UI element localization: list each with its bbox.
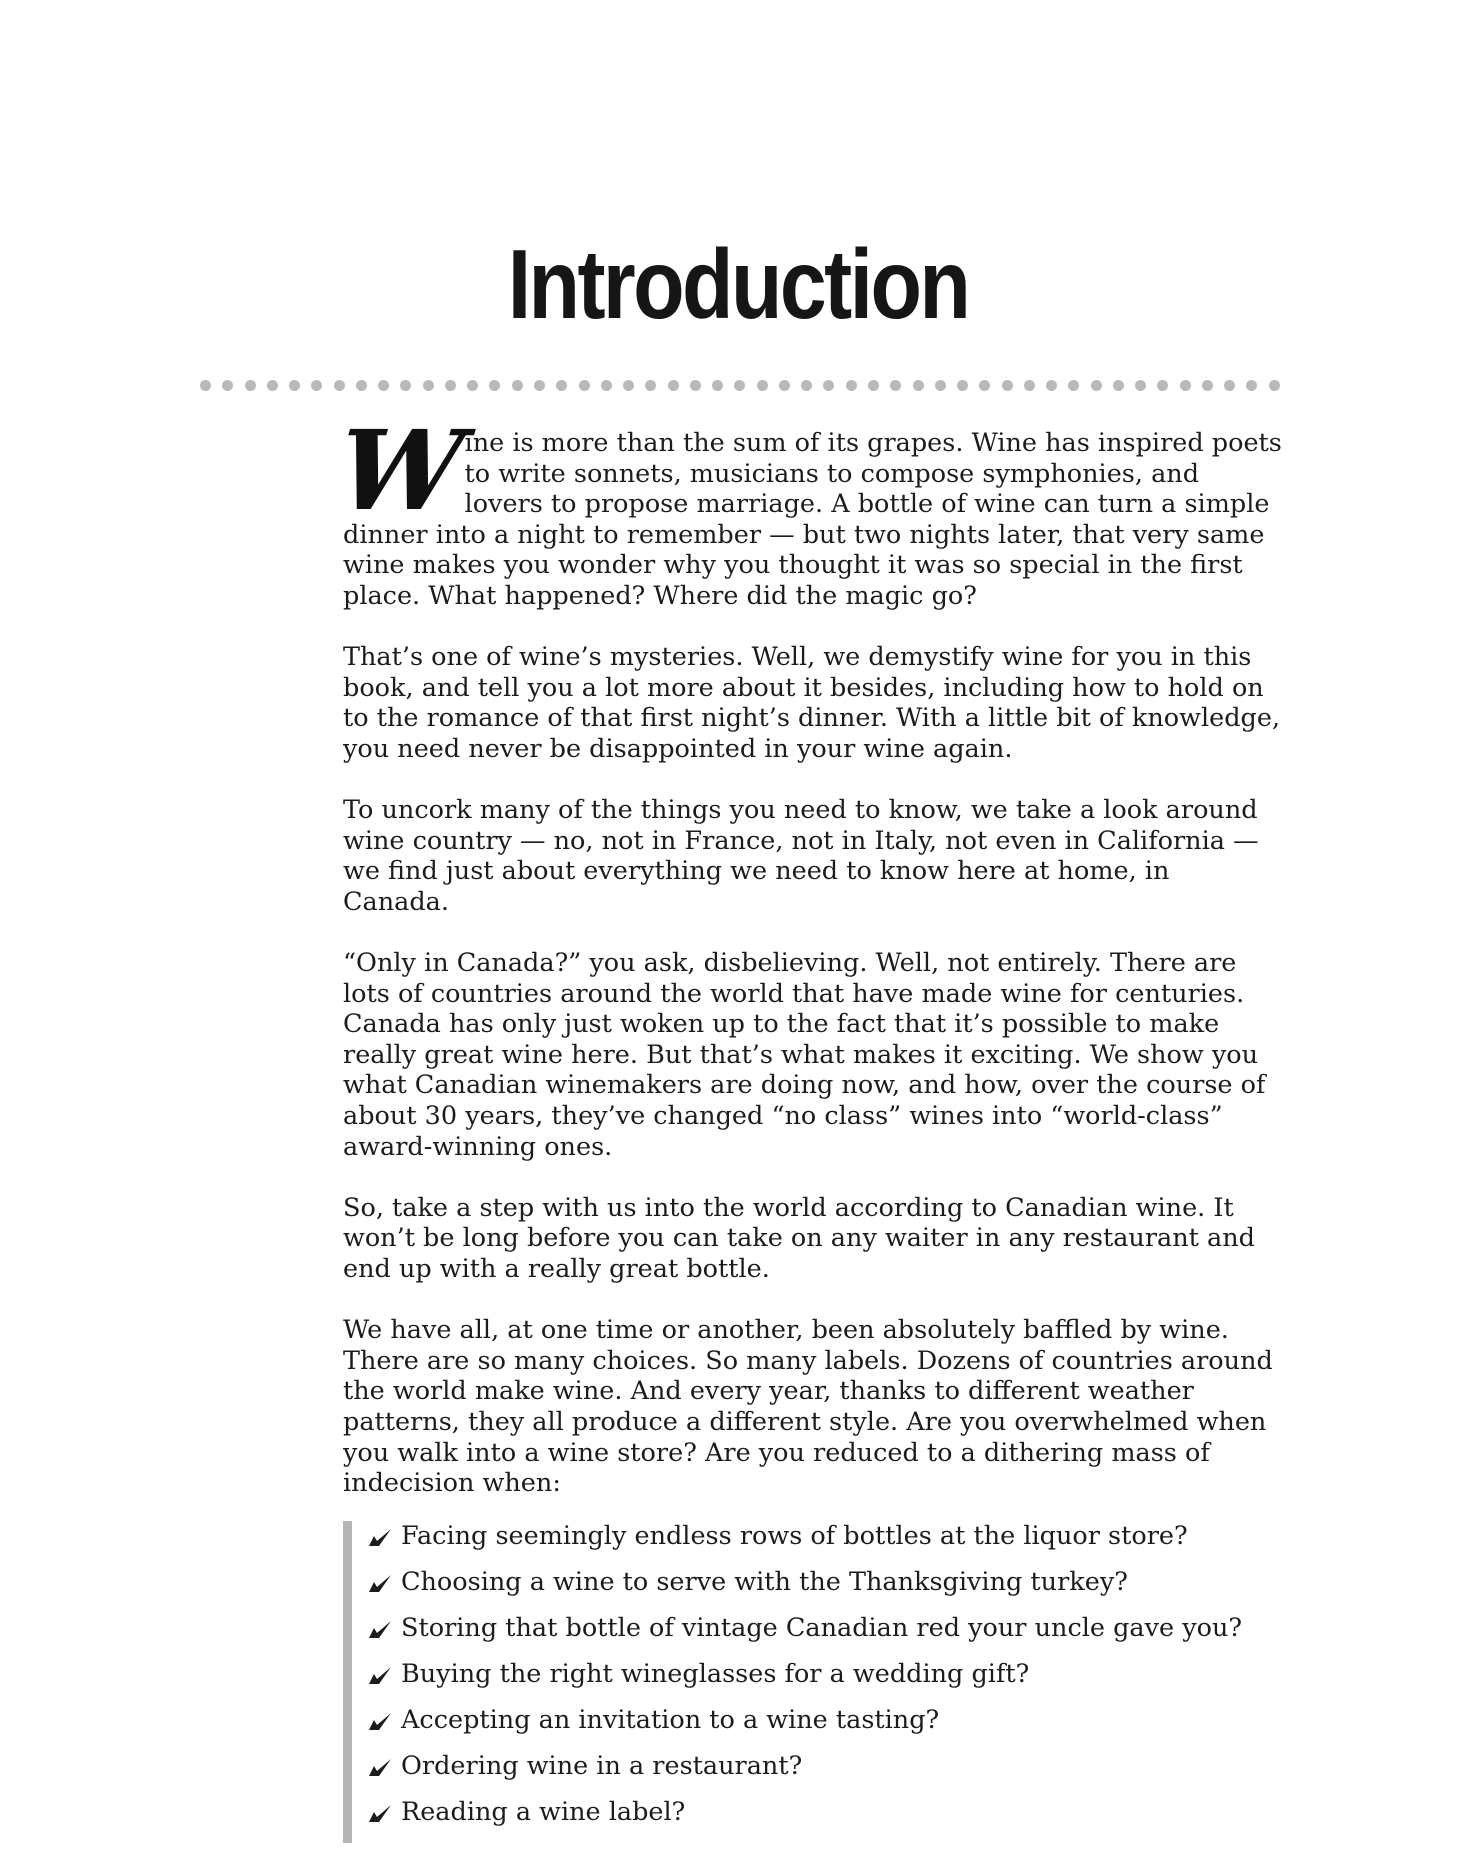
rule-dot bbox=[1224, 380, 1235, 391]
rule-dot bbox=[467, 380, 478, 391]
rule-dot bbox=[935, 380, 946, 391]
rule-dot bbox=[668, 380, 679, 391]
rule-dot bbox=[1024, 380, 1035, 391]
rule-dot bbox=[400, 380, 411, 391]
checkmark-icon bbox=[367, 1616, 393, 1642]
rule-dot bbox=[1180, 380, 1191, 391]
checklist-item bbox=[367, 1613, 1283, 1659]
rule-dot bbox=[311, 380, 322, 391]
rule-dot bbox=[489, 380, 500, 391]
checklist-item-text: Choosing a wine to serve with the Thanksgiving turkey? bbox=[401, 1566, 1128, 1597]
rule-dot bbox=[445, 380, 456, 391]
checklist-item-text: Facing seemingly endless rows of bottles at the liquor store? bbox=[401, 1520, 1188, 1551]
page-title: Introduction bbox=[507, 229, 969, 339]
rule-dot bbox=[1113, 380, 1124, 391]
rule-dot bbox=[534, 380, 545, 391]
checklist-item-text: Storing that bottle of vintage Canadian red your uncle gave you? bbox=[401, 1612, 1243, 1643]
rule-dot bbox=[846, 380, 857, 391]
rule-dot bbox=[979, 380, 990, 391]
body-paragraph: “Only in Canada?” you ask, disbelieving. Well, not entirely. There are lots of countries around the world that have made wine for centuries. Canada has only just woken up to the fact that it’s possible to make really great wine here. But that’s what makes it exciting. We show you what Canadian winemakers are doing now, and how, over the course of about 30 years, they’ve changed “no class” wines into “world-class” award-winning ones. bbox=[343, 948, 1266, 1162]
rule-dot bbox=[289, 380, 300, 391]
checklist-item bbox=[367, 1797, 1283, 1843]
rule-dot bbox=[868, 380, 879, 391]
rule-dot bbox=[334, 380, 345, 391]
rule-dot bbox=[623, 380, 634, 391]
checklist-item bbox=[367, 1751, 1283, 1797]
checkmark-icon bbox=[367, 1800, 393, 1826]
checklist-item bbox=[367, 1659, 1283, 1705]
rule-dot bbox=[267, 380, 278, 391]
rule-dot bbox=[690, 380, 701, 391]
rule-dot bbox=[957, 380, 968, 391]
rule-dot bbox=[913, 380, 924, 391]
rule-dot bbox=[757, 380, 768, 391]
checkmark-icon bbox=[367, 1662, 393, 1688]
rule-dot bbox=[378, 380, 389, 391]
checklist-item bbox=[367, 1567, 1283, 1613]
rule-dot bbox=[356, 380, 367, 391]
rule-dot bbox=[645, 380, 656, 391]
checkmark-icon bbox=[367, 1524, 393, 1550]
rule-dot bbox=[512, 380, 523, 391]
body-paragraph: To uncork many of the things you need to know, we take a look around wine country — no, not in France, not in Italy, not even in California — we find just about everything we need to know here at home, in Canada. bbox=[343, 795, 1259, 917]
checklist-item-text: Accepting an invitation to a wine tasting? bbox=[401, 1704, 940, 1735]
body-paragraph: So, take a step with us into the world according to Canadian wine. It won’t be long before you can take on any waiter in any restaurant and end up with a really great bottle. bbox=[343, 1192, 1255, 1285]
drop-cap-letter: W bbox=[332, 406, 464, 535]
rule-dot bbox=[823, 380, 834, 391]
checklist-item bbox=[367, 1705, 1283, 1751]
chapter-body bbox=[332, 406, 1283, 1843]
checkmark-icon bbox=[367, 1708, 393, 1734]
rule-dot bbox=[200, 380, 211, 391]
checklist-item bbox=[367, 1521, 1283, 1567]
intro-paragraph-text: ine is more than the sum of its grapes. Wine has inspired poets to write sonnets, musicians to compose symphonies, and lovers to propose marriage. A bottle of wine can turn a simple dinner into a night to remember — but two nights later, that very same wine makes you wonder why you thought it was so special in the first place. What happened? Where did the magic go? bbox=[343, 428, 1282, 611]
rule-dot bbox=[1046, 380, 1057, 391]
rule-dot bbox=[1091, 380, 1102, 391]
rule-dot bbox=[556, 380, 567, 391]
rule-dot bbox=[222, 380, 233, 391]
rule-dot bbox=[579, 380, 590, 391]
rule-dot bbox=[1202, 380, 1213, 391]
rule-dot bbox=[601, 380, 612, 391]
rule-dot bbox=[1157, 380, 1168, 391]
rule-dot bbox=[1135, 380, 1146, 391]
dotted-divider bbox=[200, 378, 1280, 392]
checklist-item-text: Reading a wine label? bbox=[401, 1796, 686, 1827]
checkmark-icon bbox=[367, 1570, 393, 1596]
rule-dot bbox=[1269, 380, 1280, 391]
intro-paragraph bbox=[332, 406, 1283, 612]
rule-dot bbox=[423, 380, 434, 391]
rule-dot bbox=[734, 380, 745, 391]
rule-dot bbox=[1068, 380, 1079, 391]
body-paragraph: We have all, at one time or another, been absolutely baffled by wine. There are so many choices. So many labels. Dozens of countries around the world make wine. And every year, thanks to different weather patterns, they all produce a different style. Are you overwhelmed when you walk into a wine store? Are you reduced to a dithering mass of indecision when: bbox=[343, 1315, 1273, 1499]
rule-dot bbox=[1002, 380, 1013, 391]
body-paragraph: That’s one of wine’s mysteries. Well, we demystify wine for you in this book, and tell you a lot more about it besides, including how to hold on to the romance of that first night’s dinner. With a little bit of knowledge, you need never be disappointed in your wine again. bbox=[343, 642, 1281, 764]
checkmark-icon bbox=[367, 1754, 393, 1780]
rule-dot bbox=[801, 380, 812, 391]
rule-dot bbox=[245, 380, 256, 391]
rule-dot bbox=[712, 380, 723, 391]
rule-dot bbox=[1246, 380, 1257, 391]
checklist-item-text: Buying the right wineglasses for a wedding gift? bbox=[401, 1658, 1030, 1689]
checklist bbox=[343, 1521, 1283, 1843]
rule-dot bbox=[890, 380, 901, 391]
rule-dot bbox=[779, 380, 790, 391]
checklist-item-text: Ordering wine in a restaurant? bbox=[401, 1750, 803, 1781]
